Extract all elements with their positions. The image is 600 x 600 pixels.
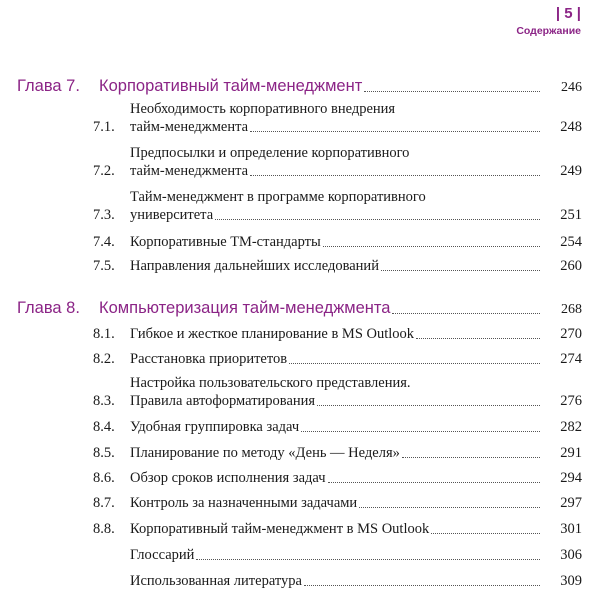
entry-title-line: университета bbox=[130, 207, 214, 223]
entry-title-line: Тайм-менеджмент в программе корпоративного bbox=[130, 189, 426, 205]
dot-leader bbox=[301, 431, 540, 432]
toc-entry-7-2[interactable] bbox=[17, 146, 582, 182]
entry-page: 291 bbox=[560, 445, 582, 461]
dot-leader bbox=[416, 338, 540, 339]
entry-number: 8.4. bbox=[93, 419, 115, 435]
toc-entry-7-4[interactable] bbox=[17, 233, 582, 253]
entry-page: 301 bbox=[560, 521, 582, 537]
entry-number: 7.1. bbox=[93, 119, 115, 135]
entry-page: 309 bbox=[560, 573, 582, 589]
dot-leader bbox=[323, 246, 540, 247]
chapter-page: 268 bbox=[561, 302, 582, 317]
entry-title-line: Обзор сроков исполнения задач bbox=[130, 470, 326, 486]
entry-title-line: Использованная литература bbox=[130, 573, 302, 589]
dot-leader bbox=[392, 313, 540, 314]
entry-title-line: Корпоративный тайм-менеджмент в MS Outlook bbox=[130, 521, 430, 537]
entry-page: 251 bbox=[560, 207, 582, 223]
entry-title-line: Корпоративные ТМ-стандарты bbox=[130, 234, 321, 250]
entry-number: 8.1. bbox=[93, 326, 115, 342]
entry-number: 8.3. bbox=[93, 393, 115, 409]
entry-number: 8.5. bbox=[93, 445, 115, 461]
toc-entry-8-8[interactable] bbox=[17, 520, 582, 540]
entry-title-line: Расстановка приоритетов bbox=[130, 351, 288, 367]
chapter-title: Корпоративный тайм-менеджмент bbox=[99, 77, 363, 95]
toc-entry-7-1[interactable] bbox=[17, 102, 582, 138]
entry-title-line: Гибкое и жесткое планирование в MS Outlook bbox=[130, 326, 415, 342]
entry-number: 7.5. bbox=[93, 258, 115, 274]
chapter-page: 246 bbox=[561, 80, 582, 95]
dot-leader bbox=[317, 405, 540, 406]
toc-entry-8-1[interactable] bbox=[17, 325, 582, 345]
chapter-label: Глава 8. bbox=[17, 299, 80, 317]
entry-number: 7.4. bbox=[93, 234, 115, 250]
entry-title-line: тайм-менеджмента bbox=[130, 163, 249, 179]
entry-page: 294 bbox=[560, 470, 582, 486]
entry-page: 270 bbox=[560, 326, 582, 342]
dot-leader bbox=[381, 270, 540, 271]
dot-leader bbox=[215, 219, 540, 220]
entry-number: 8.6. bbox=[93, 470, 115, 486]
dot-leader bbox=[359, 507, 540, 508]
chapter-heading-8[interactable] bbox=[17, 295, 582, 319]
dot-leader bbox=[250, 175, 540, 176]
chapter-title: Компьютеризация тайм-менеджмента bbox=[99, 299, 391, 317]
page-header bbox=[516, 4, 581, 38]
entry-page: 254 bbox=[560, 234, 582, 250]
dot-leader bbox=[431, 533, 540, 534]
toc-entry-7-5[interactable] bbox=[17, 257, 582, 277]
entry-page: 274 bbox=[560, 351, 582, 367]
entry-page: 248 bbox=[560, 119, 582, 135]
entry-page: 249 bbox=[560, 163, 582, 179]
dot-leader bbox=[289, 363, 540, 364]
entry-title-line: Направления дальнейших исследований bbox=[130, 258, 379, 274]
toc-entry-8-7[interactable] bbox=[17, 494, 582, 514]
entry-number: 8.8. bbox=[93, 521, 115, 537]
toc-entry-8-3[interactable] bbox=[17, 376, 582, 412]
toc-entry-8-5[interactable] bbox=[17, 444, 582, 464]
dot-leader bbox=[402, 457, 540, 458]
dot-leader bbox=[250, 131, 540, 132]
dot-leader bbox=[196, 559, 540, 560]
entry-page: 306 bbox=[560, 547, 582, 563]
entry-number: 7.2. bbox=[93, 163, 115, 179]
section-title: Содержание bbox=[516, 25, 581, 37]
toc-entry-glossary[interactable] bbox=[17, 546, 582, 566]
entry-page: 276 bbox=[560, 393, 582, 409]
entry-title-line: Глоссарий bbox=[130, 547, 195, 563]
toc-entry-8-4[interactable] bbox=[17, 418, 582, 438]
entry-number: 8.7. bbox=[93, 495, 115, 511]
toc-entry-references[interactable] bbox=[17, 572, 582, 592]
entry-title-line: Контроль за назначенными задачами bbox=[130, 495, 358, 511]
entry-title-line: тайм-менеджмента bbox=[130, 119, 249, 135]
dot-leader bbox=[304, 585, 540, 586]
entry-title-line: Настройка пользовательского представления. bbox=[130, 375, 411, 391]
entry-page: 260 bbox=[560, 258, 582, 274]
chapter-label: Глава 7. bbox=[17, 77, 80, 95]
toc-entry-8-2[interactable] bbox=[17, 350, 582, 370]
dot-leader bbox=[328, 482, 540, 483]
entry-title-line: Правила автоформатирования bbox=[130, 393, 316, 409]
page-number: | 5 | bbox=[555, 5, 581, 22]
entry-title-line: Планирование по методу «День — Неделя» bbox=[130, 445, 400, 461]
entry-title-line: Предпосылки и определение корпоративного bbox=[130, 145, 410, 161]
entry-title-line: Удобная группировка задач bbox=[130, 419, 300, 435]
entry-number: 8.2. bbox=[93, 351, 115, 367]
entry-page: 282 bbox=[560, 419, 582, 435]
entry-number: 7.3. bbox=[93, 207, 115, 223]
entry-page: 297 bbox=[560, 495, 582, 511]
toc-entry-7-3[interactable] bbox=[17, 190, 582, 226]
entry-title-line: Необходимость корпоративного внедрения bbox=[130, 101, 396, 117]
chapter-heading-7[interactable] bbox=[17, 73, 582, 97]
dot-leader bbox=[364, 91, 540, 92]
toc-entry-8-6[interactable] bbox=[17, 469, 582, 489]
